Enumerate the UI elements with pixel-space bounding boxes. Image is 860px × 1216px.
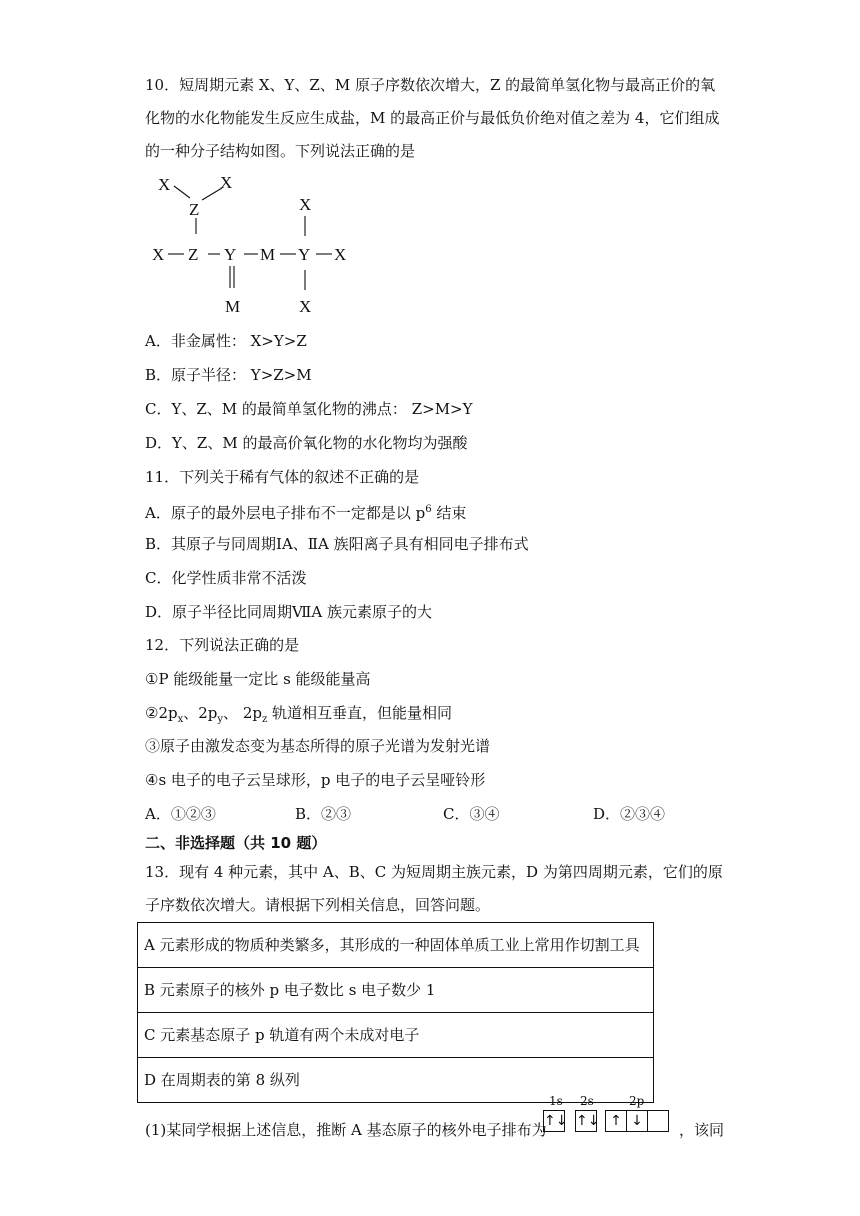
orbital-box: [647, 1110, 669, 1132]
q11-stem: 11．下列关于稀有气体的叙述不正确的是: [145, 468, 420, 486]
q12-statement-3: ③原子由激发态变为基态所得的原子光谱为发射光谱: [145, 737, 491, 755]
table-cell: C 元素基态原子 p 轨道有两个未成对电子: [138, 1013, 654, 1058]
q12-s2-part: 、 2p: [223, 704, 262, 722]
orbital-label-2s: 2s: [580, 1094, 594, 1108]
q10-stem-line-2: 化物的水化物能发生反应生成盐，M 的最高正价与最低负价绝对值之差为 4，它们组成: [145, 109, 720, 127]
q10-option-a: A．非金属性： X>Y>Z: [145, 332, 307, 350]
q12-statement-2: [145, 703, 452, 730]
q11-option-a-text: A．原子的最外层电子排布不一定都是以 p: [145, 504, 426, 522]
q13-subquestion-1-tail: ，该同: [679, 1121, 725, 1139]
bond-x-z-upper-right: [202, 188, 222, 200]
atom-x: X: [299, 195, 312, 214]
bond-x-z-upper-left: [174, 186, 190, 198]
table-row: [138, 968, 654, 1013]
atom-z: Z: [188, 245, 199, 264]
q12-option-a: A．①②③: [145, 805, 216, 823]
q12-option-d: D．②③④: [593, 805, 666, 823]
q12-stem: 12．下列说法正确的是: [145, 636, 300, 654]
table-cell: A 元素形成的物质种类繁多，其形成的一种固体单质工业上常用作切割工具: [138, 923, 654, 968]
q12-s2-sub-y: y: [217, 714, 224, 725]
q12-statement-1: ①P 能级能量一定比 s 能级能量高: [145, 670, 371, 688]
atom-z: Z: [189, 200, 200, 219]
orbital-box: ↑: [605, 1110, 627, 1132]
q12-s2-sub-x: x: [177, 714, 184, 725]
atom-x: X: [152, 245, 165, 264]
atom-m: M: [260, 245, 276, 264]
q10-stem-line-1: 10．短周期元素 X、Y、Z、M 原子序数依次增大，Z 的最简单氢化物与最高正价的氧: [145, 76, 716, 94]
atom-x: X: [158, 175, 171, 194]
orbital-box: ↑↓: [543, 1110, 565, 1132]
atom-x: X: [220, 173, 233, 192]
molecule-structure-diagram: [150, 170, 360, 320]
q12-option-b: B．②③: [295, 805, 352, 823]
table-cell: D 在周期表的第 8 纵列: [138, 1058, 654, 1103]
table-row: [138, 923, 654, 968]
section-title: 二、非选择题（共 10 题）: [145, 834, 327, 852]
q12-option-c: C．③④: [443, 805, 500, 823]
table-row: [138, 1013, 654, 1058]
orbital-box: ↓: [626, 1110, 648, 1132]
atom-m: M: [225, 297, 241, 316]
q10-option-c: C．Y、Z、M 的最简单氢化物的沸点： Z>M>Y: [145, 400, 473, 418]
q12-s2-sub-z: z: [261, 714, 268, 725]
atom-x: X: [334, 245, 347, 264]
q12-s2-part: 轨道相互垂直，但能量相同: [267, 704, 453, 722]
orbital-label-1s: 1s: [549, 1094, 563, 1108]
q13-stem-line-2: 子序数依次增大。请根据下列相关信息，回答问题。: [145, 896, 491, 914]
table-row: [138, 1058, 654, 1103]
orbital-box: ↑↓: [575, 1110, 597, 1132]
q11-option-b: B．其原子与同周期ⅠA、ⅡA 族阳离子具有相同电子排布式: [145, 535, 529, 553]
q10-stem-line-3: 的一种分子结构如图。下列说法正确的是: [145, 142, 416, 160]
element-info-table: [137, 922, 654, 1103]
orbital-label-2p: 2p: [629, 1094, 645, 1108]
q13-subquestion-1: (1)某同学根据上述信息，推断 A 基态原子的核外电子排布为: [145, 1121, 547, 1139]
atom-y: Y: [298, 245, 311, 264]
q12-s2-part: 、2p: [183, 704, 218, 722]
q13-stem-line-1: 13．现有 4 种元素，其中 A、B、C 为短周期主族元素，D 为第四周期元素，它们的原: [145, 863, 723, 881]
q11-option-a-superscript: 6: [425, 504, 432, 515]
table-cell: B 元素原子的核外 p 电子数比 s 电子数少 1: [138, 968, 654, 1013]
atom-y: Y: [224, 245, 237, 264]
q12-s2-part: ②2p: [145, 704, 178, 722]
atom-x: X: [299, 297, 312, 316]
q11-option-c: C．化学性质非常不活泼: [145, 569, 307, 587]
q10-option-d: D．Y、Z、M 的最高价氧化物的水化物均为强酸: [145, 434, 468, 452]
q11-option-d: D．原子半径比同周期ⅦA 族元素原子的大: [145, 603, 432, 621]
q11-option-a-tail: 结束: [431, 504, 467, 522]
q11-option-a: [145, 500, 466, 523]
q12-options-row: [145, 803, 705, 823]
q10-option-b: B．原子半径： Y>Z>M: [145, 366, 312, 384]
q12-statement-4: ④s 电子的电子云呈球形，p 电子的电子云呈哑铃形: [145, 771, 486, 789]
